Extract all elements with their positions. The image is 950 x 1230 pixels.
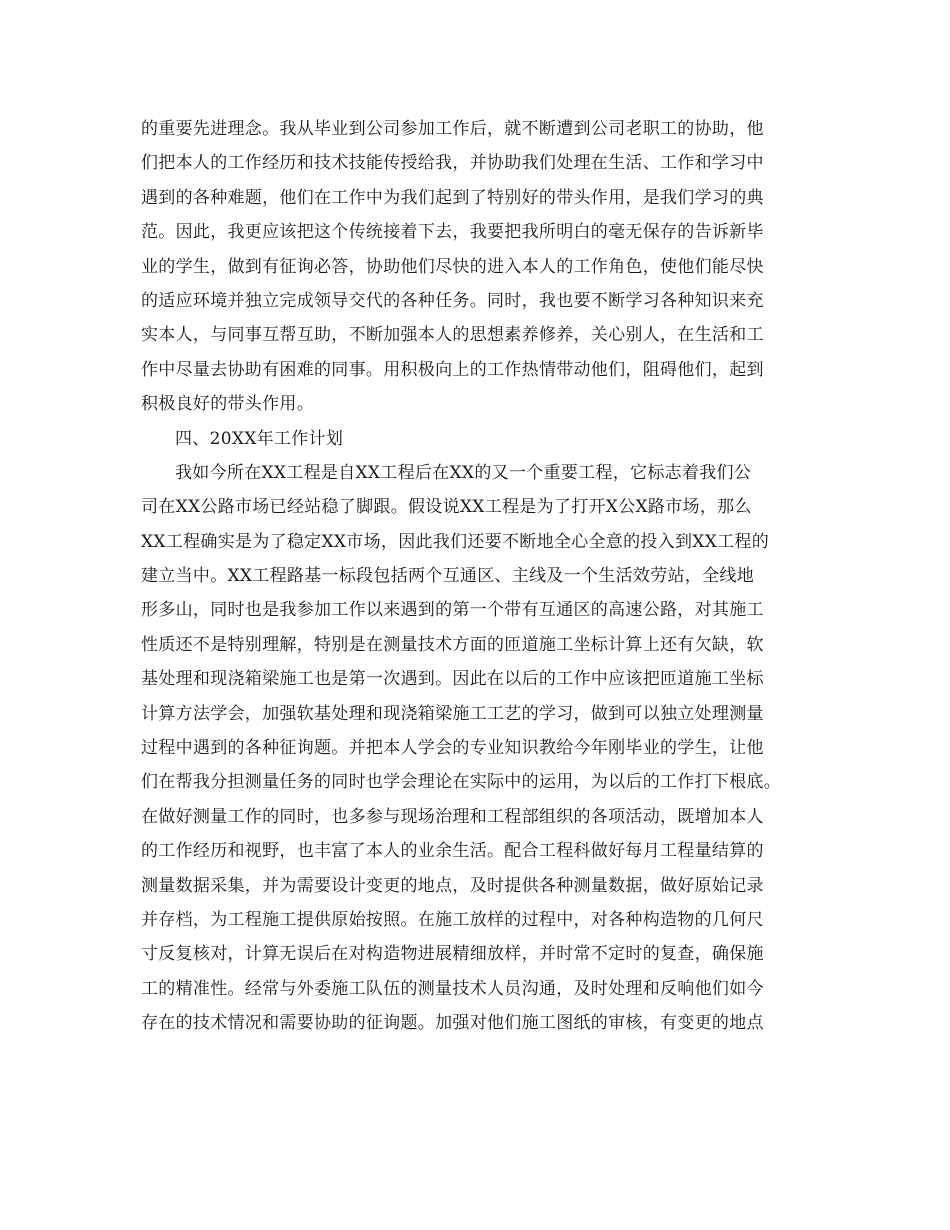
paragraph-line: 工的精准性。经常与外委施工队伍的测量技术人员沟通，及时处理和反响他们如今 bbox=[141, 978, 764, 999]
paragraph-line: 作中尽量去协助有困难的同事。用积极向上的工作热情带动他们，阻碍他们，起到 bbox=[141, 359, 764, 380]
paragraph-line: 实本人，与同事互帮互助，不断加强本人的思想素养修养，关心别人，在生活和工 bbox=[141, 325, 764, 346]
paragraph-line: 的重要先进理念。我从毕业到公司参加工作后，就不断遭到公司老职工的协助，他 bbox=[141, 119, 764, 139]
paragraph-line: 业的学生，做到有征询必答，协助他们尽快的进入本人的工作角色，使他们能尽快 bbox=[141, 256, 764, 277]
paragraph-line: 测量数据采集，并为需要设计变更的地点，及时提供各种测量数据，做好原始记录 bbox=[141, 875, 764, 896]
paragraph-line: 形多山，同时也是我参加工作以来遇到的第一个带有互通区的高速公路，对其施工 bbox=[141, 600, 764, 621]
section-heading: 四、20XX年工作计划 bbox=[175, 428, 344, 449]
paragraph-line: 司在XX公路市场已经站稳了脚跟。假设说XX工程是为了打开X公X路市场，那么 bbox=[141, 497, 752, 518]
paragraph-line: 性质还不是特别理解，特别是在测量技术方面的匝道施工坐标计算上还有欠缺，软 bbox=[141, 634, 764, 655]
paragraph-line: 们把本人的工作经历和技术技能传授给我，并协助我们处理在生活、工作和学习中 bbox=[141, 153, 764, 174]
paragraph-line: 建立当中。XX工程路基一标段包括两个互通区、主线及一个生活效劳站，全线地 bbox=[141, 566, 755, 587]
paragraph-line: 我如今所在XX工程是自XX工程后在XX的又一个重要工程，它标志着我们公 bbox=[175, 462, 752, 483]
paragraph-line: 范。因此，我更应该把这个传统接着下去，我要把我所明白的毫无保存的告诉新毕 bbox=[141, 222, 764, 243]
paragraph-line: 计算方法学会，加强软基处理和现浇箱梁施工工艺的学习，做到可以独立处理测量 bbox=[141, 703, 764, 724]
body-text bbox=[141, 112, 841, 1041]
paragraph-line: 存在的技术情况和需要协助的征询题。加强对他们施工图纸的审核，有变更的地点 bbox=[141, 1013, 764, 1034]
paragraph-line: 基处理和现浇箱梁施工也是第一次遇到。因此在以后的工作中应该把匝道施工坐标 bbox=[141, 669, 764, 690]
paragraph-line: 的工作经历和视野，也丰富了本人的业余生活。配合工程科做好每月工程量结算的 bbox=[141, 841, 764, 862]
paragraph-line: 积极良好的带头作用。 bbox=[141, 394, 314, 415]
paragraph-line: 的适应环境并独立完成领导交代的各种任务。同时，我也要不断学习各种知识来充 bbox=[141, 290, 764, 311]
paragraph-line: 遇到的各种难题，他们在工作中为我们起到了特别好的带头作用，是我们学习的典 bbox=[141, 187, 764, 208]
paragraph-line: 在做好测量工作的同时，也多参与现场治理和工程部组织的各项活动，既增加本人 bbox=[141, 806, 764, 827]
paragraph-line: XX工程确实是为了稳定XX市场，因此我们还要不断地全心全意的投入到XX工程的 bbox=[141, 531, 770, 552]
paragraph-line: 过程中遇到的各种征询题。并把本人学会的专业知识教给今年刚毕业的学生，让他 bbox=[141, 738, 764, 759]
paragraph-line: 并存档，为工程施工提供原始按照。在施工放样的过程中，对各种构造物的几何尺 bbox=[141, 909, 764, 930]
paragraph-line: 们在帮我分担测量任务的同时也学会理论在实际中的运用，为以后的工作打下根底。 bbox=[141, 772, 782, 793]
paragraph-line: 寸反复核对，计算无误后在对构造物进展精细放样，并时常不定时的复查，确保施 bbox=[141, 944, 764, 965]
